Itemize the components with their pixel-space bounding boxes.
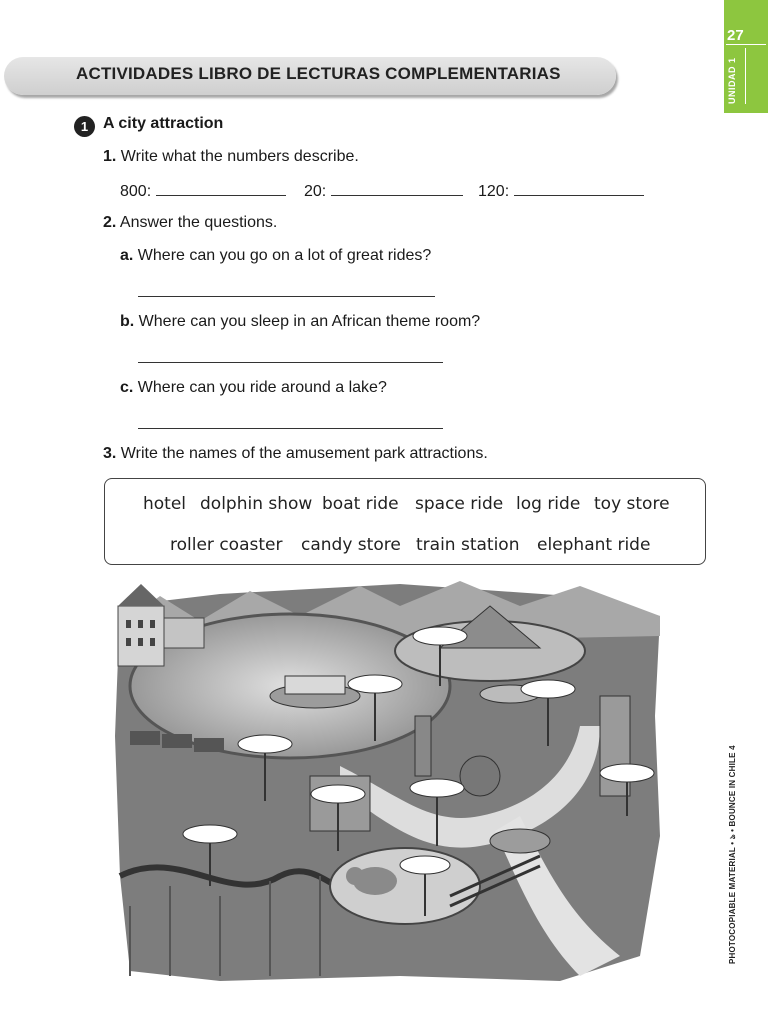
activity-title: A city attraction: [103, 115, 224, 132]
answer-blank-120[interactable]: [514, 182, 644, 196]
number-800-row: [120, 182, 286, 201]
number-label: 120:: [478, 183, 510, 200]
item-text: Where can you sleep in an African theme room?: [138, 313, 481, 330]
question-2: [103, 214, 277, 232]
question-2b: [120, 313, 480, 331]
word-log-ride: log ride: [516, 494, 581, 514]
question-1-text: Write what the numbers describe.: [120, 148, 359, 165]
word-boat-ride: boat ride: [322, 494, 399, 514]
question-1-number: 1.: [103, 148, 117, 165]
item-letter: b.: [120, 313, 135, 330]
word-toy-store: toy store: [594, 494, 670, 514]
number-20-row: [304, 182, 463, 201]
activity-number-badge: 1: [74, 116, 95, 137]
fountain: [490, 829, 550, 853]
unit-divider: [745, 48, 746, 104]
question-3-text: Write the names of the amusement park attractions.: [120, 445, 488, 462]
item-text: Where can you go on a lot of great rides?: [137, 247, 432, 264]
page-title: ACTIVIDADES LIBRO DE LECTURAS COMPLEMENTARIAS: [76, 64, 561, 83]
item-letter: c.: [120, 379, 134, 396]
item-letter: a.: [120, 247, 134, 264]
question-3-number: 3.: [103, 445, 117, 462]
answer-line-2b[interactable]: [138, 362, 443, 363]
item-text: Where can you ride around a lake?: [137, 379, 387, 396]
question-3: [103, 445, 488, 463]
question-2-text: Answer the questions.: [119, 214, 278, 231]
page-number-rule: [726, 44, 766, 45]
question-2a: [120, 247, 431, 265]
footer-credit: PHOTOCOPIABLE MATERIAL • ঌ • BOUNCE IN CHILE 4: [728, 745, 737, 964]
word-hotel: hotel: [143, 494, 187, 514]
question-2-number: 2.: [103, 214, 117, 231]
question-1: [103, 148, 359, 166]
word-dolphin-show: dolphin show: [200, 494, 313, 514]
candy-store: [310, 776, 370, 831]
answer-blank-800[interactable]: [156, 182, 286, 196]
number-label: 800:: [120, 183, 152, 200]
number-120-row: [478, 182, 644, 201]
amusement-park-illustration: [100, 576, 666, 984]
unit-label: UNIDAD 1: [727, 57, 737, 104]
word-train-station: train station: [416, 535, 520, 555]
word-elephant-ride: elephant ride: [537, 535, 651, 555]
answer-blank-20[interactable]: [331, 182, 463, 196]
question-2c: [120, 379, 387, 397]
word-roller-coaster: roller coaster: [170, 535, 283, 555]
answer-line-2a[interactable]: [138, 296, 435, 297]
page-number: 27: [727, 27, 744, 44]
number-label: 20:: [304, 183, 327, 200]
word-candy-store: candy store: [301, 535, 401, 555]
word-space-ride: space ride: [415, 494, 504, 514]
answer-line-2c[interactable]: [138, 428, 443, 429]
